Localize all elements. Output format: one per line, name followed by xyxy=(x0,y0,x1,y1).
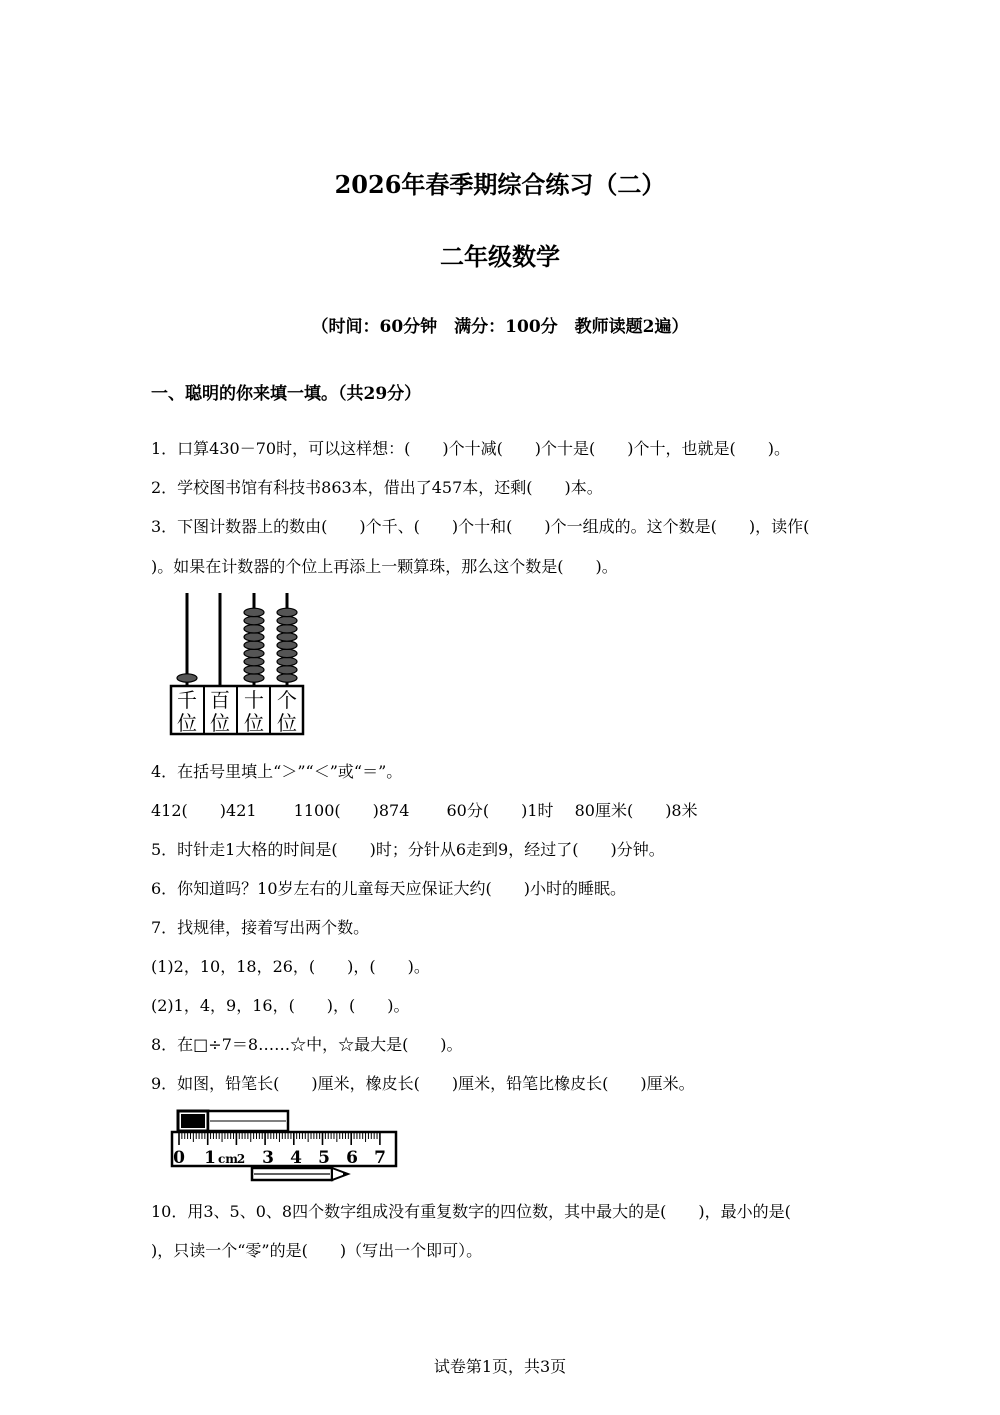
ruler-number-5: 5 xyxy=(318,1148,330,1168)
abacus-bead xyxy=(244,674,264,682)
question-7: 7．找规律，接着写出两个数。 xyxy=(151,918,370,937)
abacus-bead xyxy=(277,666,297,674)
question-7-part-2: (2)1，4，9，16，( )，( )。 xyxy=(151,996,410,1015)
question-8: 8．在□÷7＝8……☆中，☆最大是( )。 xyxy=(151,1035,463,1054)
abacus-bead xyxy=(277,657,297,665)
ruler-number-1: 1 xyxy=(204,1148,216,1168)
abacus-bead xyxy=(277,608,297,616)
question-7-part-1: (1)2，10，18，26，( )，( )。 xyxy=(151,957,430,976)
abacus-bead xyxy=(244,666,264,674)
abacus-label-ones: 个 xyxy=(277,688,297,712)
abacus-bead xyxy=(277,625,297,633)
question-5: 5．时针走1大格的时间是( )时；分针从6走到9，经过了( )分钟。 xyxy=(151,840,665,859)
ruler-number-2: 2 xyxy=(236,1152,246,1166)
question-2: 2．学校图书馆有科技书863本，借出了457本，还剩( )本。 xyxy=(151,478,603,497)
question-4: 4．在括号里填上“＞”“＜”或“＝”。 xyxy=(151,762,403,781)
question-10-continued: )，只读一个“零”的是( )（写出一个即可）。 xyxy=(151,1241,483,1260)
eraser-icon xyxy=(178,1111,288,1131)
abacus-bead xyxy=(277,633,297,641)
abacus-bead xyxy=(277,641,297,649)
abacus-bead xyxy=(244,608,264,616)
abacus-label-tens: 十 xyxy=(244,688,264,712)
abacus-label-thousands: 千 xyxy=(177,688,197,712)
abacus-bead xyxy=(277,674,297,682)
abacus-label-wei-4: 位 xyxy=(277,711,297,735)
question-3-continued: )。如果在计数器的个位上再添上一颗算珠，那么这个数是( )。 xyxy=(151,557,618,576)
question-1: 1．口算430－70时，可以这样想：( )个十减( )个十是( )个十，也就是( )。 xyxy=(151,439,791,458)
abacus-label-hundreds: 百 xyxy=(210,688,230,712)
abacus-bead xyxy=(277,616,297,624)
abacus-bead xyxy=(244,657,264,665)
abacus-rods xyxy=(187,593,287,686)
question-10: 10．用3、5、0、8四个数字组成没有重复数字的四位数，其中最大的是( )，最小的是( xyxy=(151,1202,791,1221)
abacus-bead xyxy=(177,674,197,682)
abacus-bead xyxy=(244,633,264,641)
abacus-beads xyxy=(177,608,297,682)
question-4-items: 412( )421 1100( )874 60分( )1时 80厘米( )8米 xyxy=(151,801,698,820)
question-9: 9．如图，铅笔长( )厘米，橡皮长( )厘米，铅笔比橡皮长( )厘米。 xyxy=(151,1074,695,1093)
abacus-label-wei-3: 位 xyxy=(244,711,264,735)
ruler-unit: cm xyxy=(217,1152,239,1166)
question-3: 3．下图计数器上的数由( )个千、( )个十和( )个一组成的。这个数是( )，读作( xyxy=(151,517,810,536)
exam-subtitle: 二年级数学 xyxy=(440,242,560,271)
abacus-bead xyxy=(277,649,297,657)
ruler-number-6: 6 xyxy=(346,1148,358,1168)
page-footer: 试卷第1页，共3页 xyxy=(433,1357,567,1376)
abacus-bead xyxy=(244,649,264,657)
exam-info: （时间：60分钟 满分：100分 教师读题2遍） xyxy=(311,317,689,337)
abacus-figure xyxy=(165,590,310,740)
ruler-number-7: 7 xyxy=(374,1148,386,1168)
abacus-bead xyxy=(244,625,264,633)
ruler-number-0: 0 xyxy=(173,1148,185,1168)
pencil-icon xyxy=(252,1168,349,1180)
abacus-label-wei-2: 位 xyxy=(210,711,230,735)
abacus-bead xyxy=(244,641,264,649)
section-heading: 一、聪明的你来填一填。（共29分） xyxy=(151,384,422,404)
question-6: 6．你知道吗？10岁左右的儿童每天应保证大约( )小时的睡眠。 xyxy=(151,879,627,898)
exam-title: 2026年春季期综合练习（二） xyxy=(334,170,666,199)
ruler-number-4: 4 xyxy=(290,1148,302,1168)
ruler-number-3: 3 xyxy=(262,1148,274,1168)
ruler-figure xyxy=(168,1108,400,1184)
abacus-bead xyxy=(244,616,264,624)
abacus-label-wei-1: 位 xyxy=(177,711,197,735)
